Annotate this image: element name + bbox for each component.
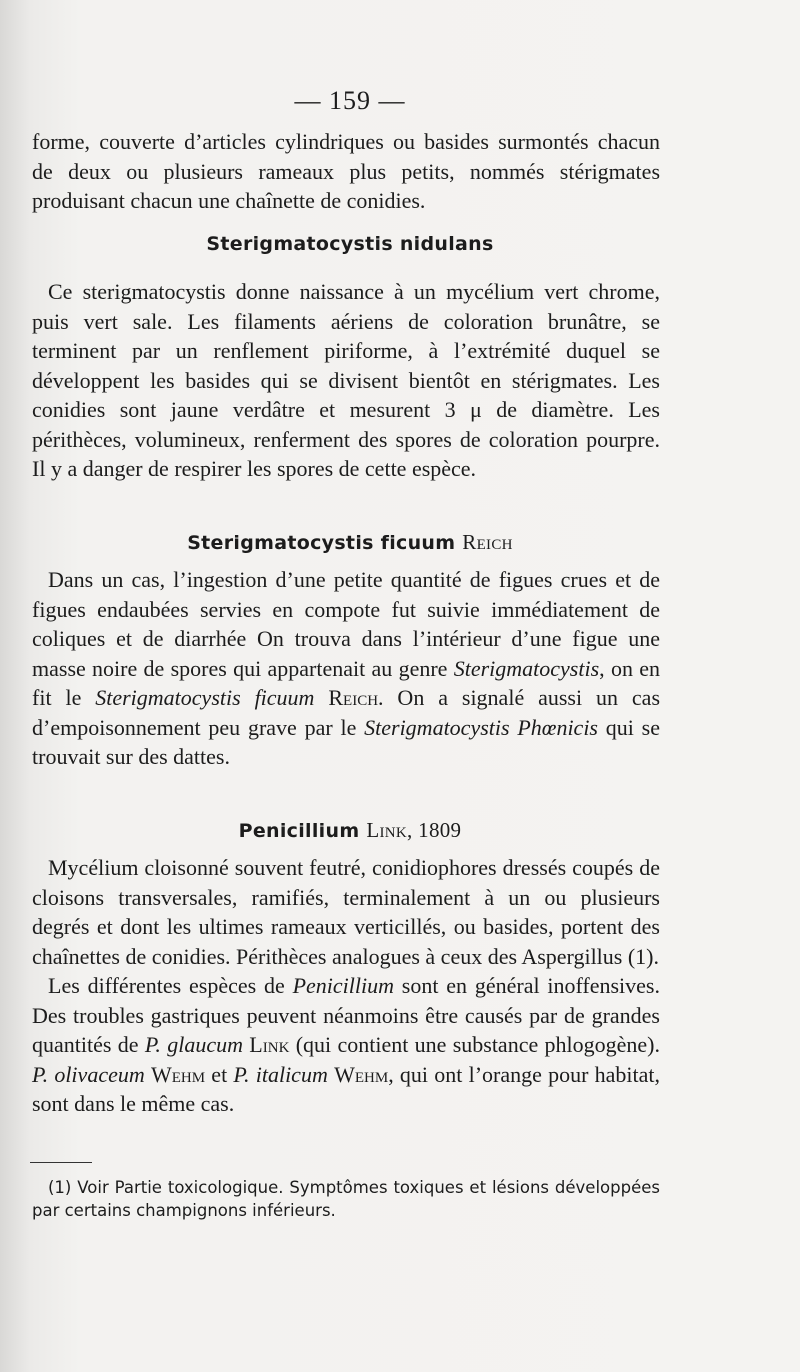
species-name: Sterigmatocystis Phœnicis — [364, 714, 598, 740]
species-name: P. olivaceum — [32, 1061, 145, 1087]
footnote-text: (1) Voir Partie toxicologique. Symptômes toxiques et lésions développées par certains champignons inférieurs. — [32, 1178, 660, 1220]
intro-text: forme, couverte d’articles cylindriques ou basides surmontés chacun de deux ou plusieurs rameaux plus petits, nommés stérigmates produisant chacun une chaînette de conidies. — [32, 129, 660, 213]
section-heading-penicillium: Penicillium Link, 1809 — [238, 818, 462, 842]
species-name: P. glaucum — [144, 1032, 243, 1057]
section-author: Reich — [462, 530, 513, 554]
author-name: Reich — [328, 685, 379, 710]
nidulans-text: Ce sterigmatocystis donne naissance à un mycélium vert chrome, puis vert sale. Les filaments aériens de coloration brunâtre, se terminent par un renflement piriforme, à l’extrémité duquel se développent les basides qui se divisent bientôt en stérigmates. Les conidies sont jaune verdâtre et mesurent 3 μ de diamètre. Les périthèces, volumineux, renferment des spores de coloration pourpre. Il y a danger de respirer les spores de cette espèce. — [32, 279, 660, 481]
ficuum-text: Dans un cas, l’ingestion d’une petite quantité de figues crues et de figues endaubées servies en compote fut suivie immédiatement de coliques et de diarrhée On trouva dans l’intérieur d’une figue une masse noire de spores qui appartenait au genre Sterigmatocystis, on en fit le Sterigmatocystis ficuum Reich. On a signalé aussi un cas d’empoisonnement peu grave par le Sterigmatocystis Phœnicis qui se trouvait sur des dattes. — [32, 567, 660, 769]
species-name: P. italicum — [233, 1061, 328, 1087]
author-name: Link — [249, 1032, 290, 1057]
section-heading-nidulans — [0, 233, 700, 255]
section-title: Sterigmatocystis nidulans — [206, 233, 494, 255]
species-name: Sterigmatocystis ficuum — [95, 685, 315, 710]
section-heading-ficuum — [0, 530, 700, 555]
author-name: Wehm — [334, 1061, 389, 1087]
footnote-divider — [30, 1162, 92, 1163]
genus-name: Penicillium — [292, 973, 394, 998]
penicillium-toxicity: Les différentes espèces de Penicillium sont en général inoffensives. Des troubles gastriques peuvent néanmoins être causés par de grandes quantités de P. glaucum Link (qui contient une substance phlogogène). P. olivaceum Wehm et P. italicum Wehm, qui ont l’orange pour habitat, sont dans le même cas. — [32, 973, 661, 1116]
footnote — [32, 1176, 660, 1222]
section-year: 1809 — [418, 818, 462, 842]
genus-name: Sterigmatocystis — [453, 655, 600, 681]
section-author: Link — [366, 818, 408, 842]
penicillium-description: Mycélium cloisonné souvent feutré, conidiophores dressés coupés de cloisons transversales, ramifiés, terminalement à un ou plusieurs degrés et dont les ultimes rameaux verticillés, ou basides, portent des chaînettes de conidies. Périthèces analogues à ceux des Aspergillus (1). — [32, 855, 660, 969]
page-number: — 159 — — [294, 86, 406, 115]
author-name: Wehm — [150, 1061, 206, 1087]
section-title: Penicillium — [238, 820, 360, 842]
intro-paragraph — [32, 127, 660, 216]
nidulans-paragraph — [32, 277, 660, 484]
penicillium-paragraphs — [32, 853, 660, 1119]
ficuum-paragraph — [32, 565, 660, 772]
section-title: Sterigmatocystis ficuum — [187, 532, 456, 554]
